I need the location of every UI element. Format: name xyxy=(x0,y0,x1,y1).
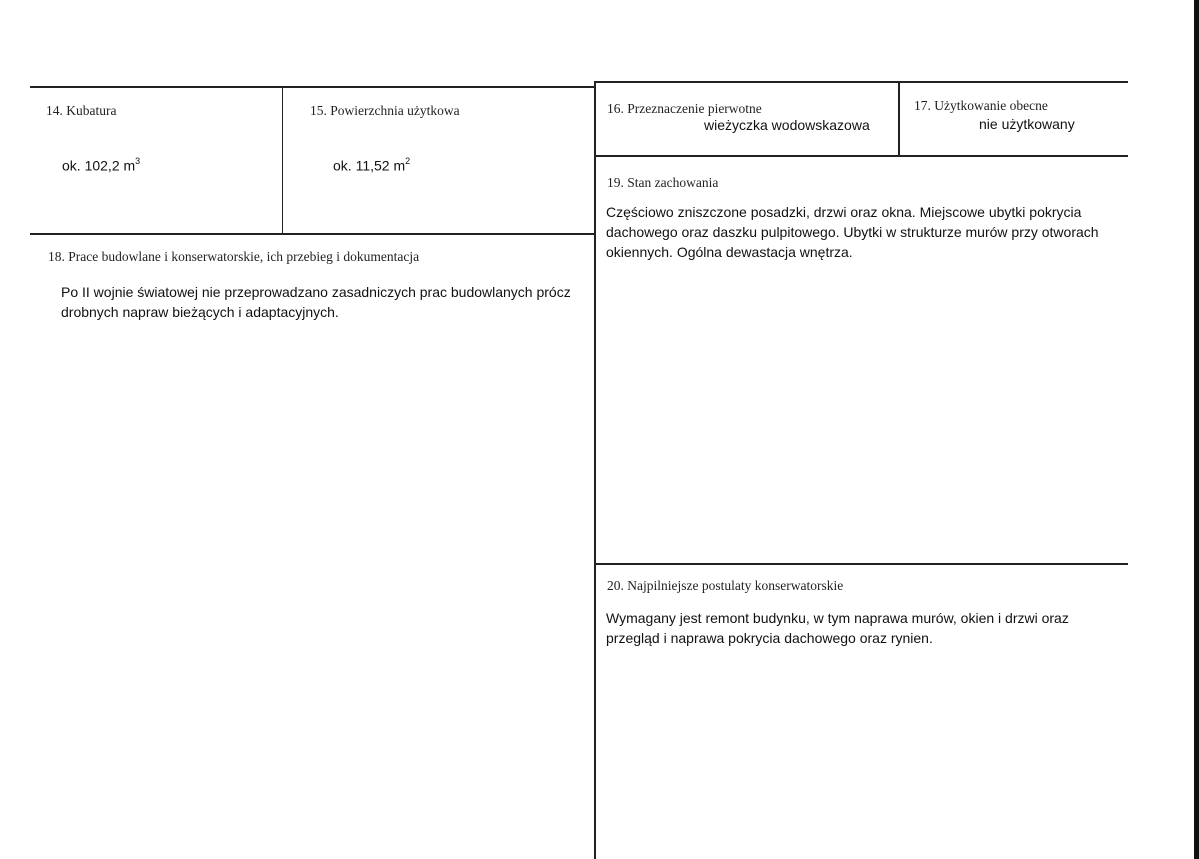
field-20-line: Wymagany jest remont budynku, w tym naprawa murów, okien i drzwi oraz xyxy=(606,610,1069,626)
field-19-line: okiennych. Ogólna dewastacja wnętrza. xyxy=(606,244,853,260)
field-18-line: drobnych napraw bieżących i adaptacyjnych. xyxy=(61,304,339,320)
scan-edge xyxy=(1194,0,1199,859)
vertical-divider-14-15 xyxy=(282,87,283,234)
field-19-label: 19. Stan zachowania xyxy=(607,175,719,190)
horizontal-divider-14-18 xyxy=(30,233,594,235)
horizontal-divider-16-19 xyxy=(596,155,1128,157)
vertical-divider-16-17 xyxy=(898,82,900,156)
field-17-label: 17. Użytkowanie obecne xyxy=(914,98,1048,113)
field-15-value xyxy=(333,152,410,176)
field-19-line: Częściowo zniszczone posadzki, drzwi oraz okna. Miejscowe ubytki pokrycia xyxy=(606,204,1082,220)
field-15-unit-exponent: 2 xyxy=(405,156,411,166)
top-border-left xyxy=(30,86,596,88)
field-14-value xyxy=(62,152,140,176)
field-15-value-text: ok. 11,52 m xyxy=(333,157,406,174)
field-20-label: 20. Najpilniejsze postulaty konserwatorskie xyxy=(607,578,844,593)
vertical-divider-main xyxy=(594,81,596,859)
field-16-value: wieżyczka wodowskazowa xyxy=(704,117,870,133)
field-19-text xyxy=(606,202,1126,262)
field-15-label: 15. Powierzchnia użytkowa xyxy=(310,103,460,118)
horizontal-divider-19-20 xyxy=(596,563,1128,565)
field-14-unit-exponent: 3 xyxy=(135,156,141,166)
field-20-text xyxy=(606,608,1126,648)
field-18-text xyxy=(61,282,591,322)
top-border-right xyxy=(596,81,1128,83)
field-18-line: Po II wojnie światowej nie przeprowadzano zasadniczych prac budowlanych prócz xyxy=(61,284,571,300)
field-14-label: 14. Kubatura xyxy=(46,103,117,118)
field-20-line: przegląd i naprawa pokrycia dachowego oraz rynien. xyxy=(606,630,933,646)
field-18-label: 18. Prace budowlane i konserwatorskie, ich przebieg i dokumentacja xyxy=(48,249,420,264)
field-19-line: dachowego oraz daszku pulpitowego. Ubytki w strukturze murów przy otworach xyxy=(606,224,1099,240)
field-17-value: nie użytkowany xyxy=(979,116,1075,132)
field-16-label: 16. Przeznaczenie pierwotne xyxy=(607,101,762,116)
field-14-value-text: ok. 102,2 m xyxy=(62,157,136,174)
